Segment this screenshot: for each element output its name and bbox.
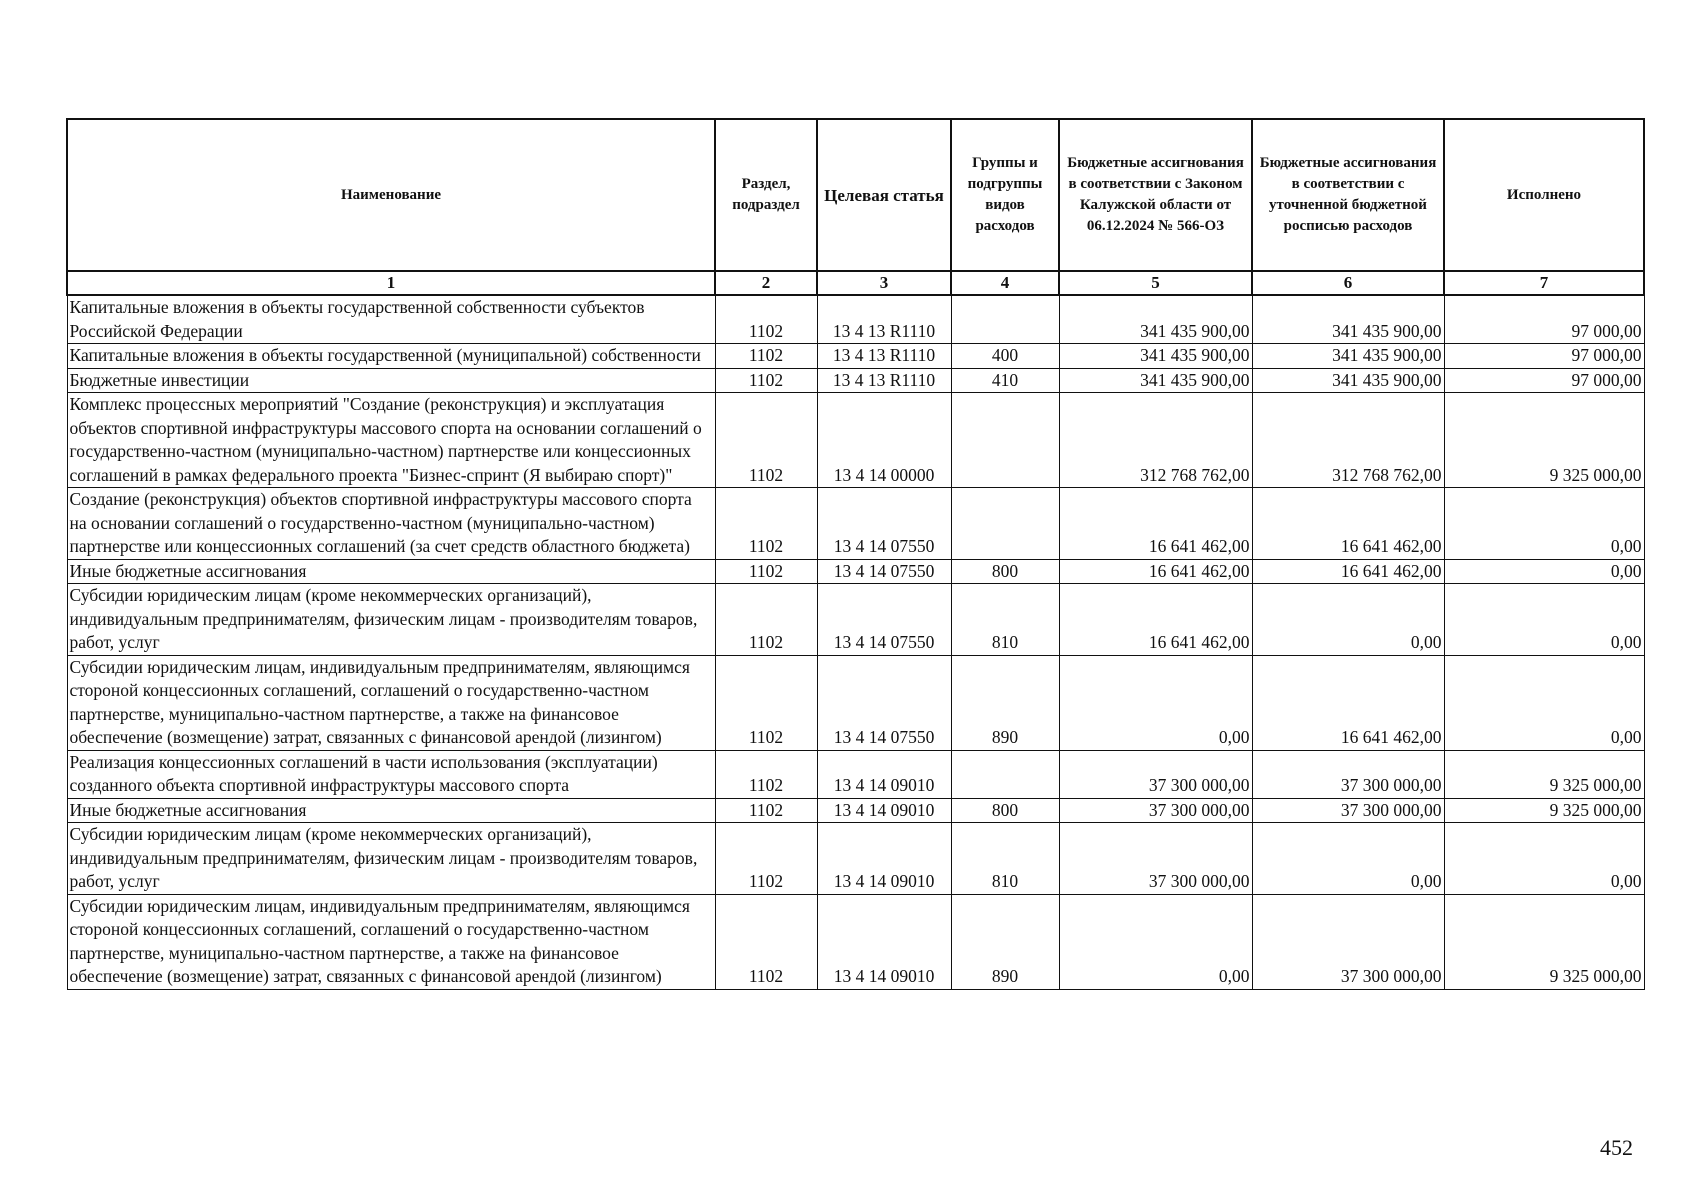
row-section: 1102	[715, 295, 817, 344]
row-expense-group	[951, 393, 1059, 488]
row-law-amount: 37 300 000,00	[1059, 823, 1252, 895]
row-section: 1102	[715, 798, 817, 823]
row-executed-amount: 97 000,00	[1444, 344, 1644, 369]
row-name: Создание (реконструкция) объектов спортивной инфраструктуры массового спорта на основании соглашений о государственно-частном (муниципально-частном) партнерстве или концессионных соглашений (за счет средств областного бюджета)	[67, 488, 715, 560]
row-expense-group: 800	[951, 798, 1059, 823]
row-revised-amount: 37 300 000,00	[1252, 894, 1444, 989]
row-revised-amount: 37 300 000,00	[1252, 798, 1444, 823]
row-revised-amount: 341 435 900,00	[1252, 344, 1444, 369]
column-number: 7	[1444, 271, 1644, 295]
column-number: 3	[817, 271, 951, 295]
row-expense-group	[951, 488, 1059, 560]
row-law-amount: 341 435 900,00	[1059, 295, 1252, 344]
table-row	[67, 368, 1644, 393]
row-law-amount: 16 641 462,00	[1059, 488, 1252, 560]
row-section: 1102	[715, 393, 817, 488]
row-law-amount: 16 641 462,00	[1059, 584, 1252, 656]
row-expense-group: 890	[951, 894, 1059, 989]
row-target-article: 13 4 14 09010	[817, 894, 951, 989]
row-name: Капитальные вложения в объекты государственной (муниципальной) собственности	[67, 344, 715, 369]
row-target-article: 13 4 14 07550	[817, 488, 951, 560]
table-row	[67, 393, 1644, 488]
table-row	[67, 584, 1644, 656]
column-number: 1	[67, 271, 715, 295]
row-executed-amount: 9 325 000,00	[1444, 750, 1644, 798]
row-executed-amount: 9 325 000,00	[1444, 393, 1644, 488]
row-target-article: 13 4 14 07550	[817, 584, 951, 656]
row-law-amount: 0,00	[1059, 655, 1252, 750]
row-executed-amount: 97 000,00	[1444, 295, 1644, 344]
budget-table	[66, 118, 1645, 990]
row-revised-amount: 0,00	[1252, 584, 1444, 656]
row-executed-amount: 0,00	[1444, 559, 1644, 584]
row-section: 1102	[715, 655, 817, 750]
table-row	[67, 344, 1644, 369]
row-law-amount: 0,00	[1059, 894, 1252, 989]
row-name: Субсидии юридическим лицам, индивидуальным предпринимателям, являющимся стороной концессионных соглашений, соглашений о государственно-частном партнерстве, муниципально-частном партнерстве, а также на финансовое обеспечение (возмещение) затрат, связанных с финансовой арендой (лизингом)	[67, 894, 715, 989]
row-name: Бюджетные инвестиции	[67, 368, 715, 393]
table-row	[67, 894, 1644, 989]
row-law-amount: 312 768 762,00	[1059, 393, 1252, 488]
table-row	[67, 655, 1644, 750]
row-executed-amount: 0,00	[1444, 488, 1644, 560]
row-name: Капитальные вложения в объекты государственной собственности субъектов Российской Федерации	[67, 295, 715, 344]
row-target-article: 13 4 14 09010	[817, 750, 951, 798]
row-section: 1102	[715, 823, 817, 895]
row-expense-group: 400	[951, 344, 1059, 369]
row-expense-group: 410	[951, 368, 1059, 393]
row-expense-group	[951, 750, 1059, 798]
row-revised-amount: 37 300 000,00	[1252, 750, 1444, 798]
row-target-article: 13 4 14 07550	[817, 559, 951, 584]
column-number-row	[67, 271, 1644, 295]
row-executed-amount: 0,00	[1444, 584, 1644, 656]
row-executed-amount: 97 000,00	[1444, 368, 1644, 393]
row-law-amount: 16 641 462,00	[1059, 559, 1252, 584]
table-row	[67, 295, 1644, 344]
row-law-amount: 341 435 900,00	[1059, 344, 1252, 369]
table-body	[67, 295, 1644, 989]
row-name: Комплекс процессных мероприятий "Создание (реконструкция) и эксплуатация объектов спортивной инфраструктуры массового спорта на основании соглашений о государственно-частном (муниципально-частном) партнерстве или концессионных соглашений в рамках федерального проекта "Бизнес-спринт (Я выбираю спорт)"	[67, 393, 715, 488]
row-target-article: 13 4 13 R1110	[817, 295, 951, 344]
row-section: 1102	[715, 559, 817, 584]
column-number: 2	[715, 271, 817, 295]
header-row	[67, 119, 1644, 271]
table-row	[67, 488, 1644, 560]
row-executed-amount: 0,00	[1444, 823, 1644, 895]
header-expense-groups: Группы и подгруппы видов расходов	[951, 119, 1059, 271]
row-law-amount: 37 300 000,00	[1059, 798, 1252, 823]
header-section: Раздел, подраздел	[715, 119, 817, 271]
row-target-article: 13 4 14 09010	[817, 798, 951, 823]
header-law-allocations: Бюджетные ассигнования в соответствии с Законом Калужской области от 06.12.2024 № 566-ОЗ	[1059, 119, 1252, 271]
column-number: 6	[1252, 271, 1444, 295]
row-expense-group: 810	[951, 584, 1059, 656]
row-expense-group: 800	[951, 559, 1059, 584]
row-executed-amount: 9 325 000,00	[1444, 798, 1644, 823]
row-revised-amount: 16 641 462,00	[1252, 559, 1444, 584]
row-section: 1102	[715, 584, 817, 656]
row-target-article: 13 4 14 07550	[817, 655, 951, 750]
row-revised-amount: 312 768 762,00	[1252, 393, 1444, 488]
row-revised-amount: 0,00	[1252, 823, 1444, 895]
row-target-article: 13 4 13 R1110	[817, 344, 951, 369]
row-target-article: 13 4 13 R1110	[817, 368, 951, 393]
row-name: Иные бюджетные ассигнования	[67, 559, 715, 584]
row-section: 1102	[715, 344, 817, 369]
row-name: Субсидии юридическим лицам (кроме некоммерческих организаций), индивидуальным предпринимателям, физическим лицам - производителям товаров, работ, услуг	[67, 584, 715, 656]
row-revised-amount: 341 435 900,00	[1252, 295, 1444, 344]
row-law-amount: 341 435 900,00	[1059, 368, 1252, 393]
row-name: Субсидии юридическим лицам (кроме некоммерческих организаций), индивидуальным предпринимателям, физическим лицам - производителям товаров, работ, услуг	[67, 823, 715, 895]
column-number: 4	[951, 271, 1059, 295]
row-revised-amount: 341 435 900,00	[1252, 368, 1444, 393]
row-target-article: 13 4 14 09010	[817, 823, 951, 895]
row-law-amount: 37 300 000,00	[1059, 750, 1252, 798]
row-revised-amount: 16 641 462,00	[1252, 655, 1444, 750]
table-row	[67, 798, 1644, 823]
row-section: 1102	[715, 750, 817, 798]
header-executed: Исполнено	[1444, 119, 1644, 271]
row-name: Иные бюджетные ассигнования	[67, 798, 715, 823]
row-expense-group	[951, 295, 1059, 344]
row-name: Субсидии юридическим лицам, индивидуальным предпринимателям, являющимся стороной концессионных соглашений, соглашений о государственно-частном партнерстве, муниципально-частном партнерстве, а также на финансовое обеспечение (возмещение) затрат, связанных с финансовой арендой (лизингом)	[67, 655, 715, 750]
row-executed-amount: 0,00	[1444, 655, 1644, 750]
row-expense-group: 890	[951, 655, 1059, 750]
table-row	[67, 750, 1644, 798]
page-number: 452	[1600, 1135, 1633, 1160]
column-number: 5	[1059, 271, 1252, 295]
row-target-article: 13 4 14 00000	[817, 393, 951, 488]
header-target-article: Целевая статья	[817, 119, 951, 271]
header-revised-allocations: Бюджетные ассигнования в соответствии с уточненной бюджетной росписью расходов	[1252, 119, 1444, 271]
row-section: 1102	[715, 368, 817, 393]
table-row	[67, 559, 1644, 584]
row-section: 1102	[715, 488, 817, 560]
row-executed-amount: 9 325 000,00	[1444, 894, 1644, 989]
table-row	[67, 823, 1644, 895]
row-section: 1102	[715, 894, 817, 989]
row-revised-amount: 16 641 462,00	[1252, 488, 1444, 560]
header-name: Наименование	[67, 119, 715, 271]
row-name: Реализация концессионных соглашений в части использования (эксплуатации) созданного объекта спортивной инфраструктуры массового спорта	[67, 750, 715, 798]
row-expense-group: 810	[951, 823, 1059, 895]
